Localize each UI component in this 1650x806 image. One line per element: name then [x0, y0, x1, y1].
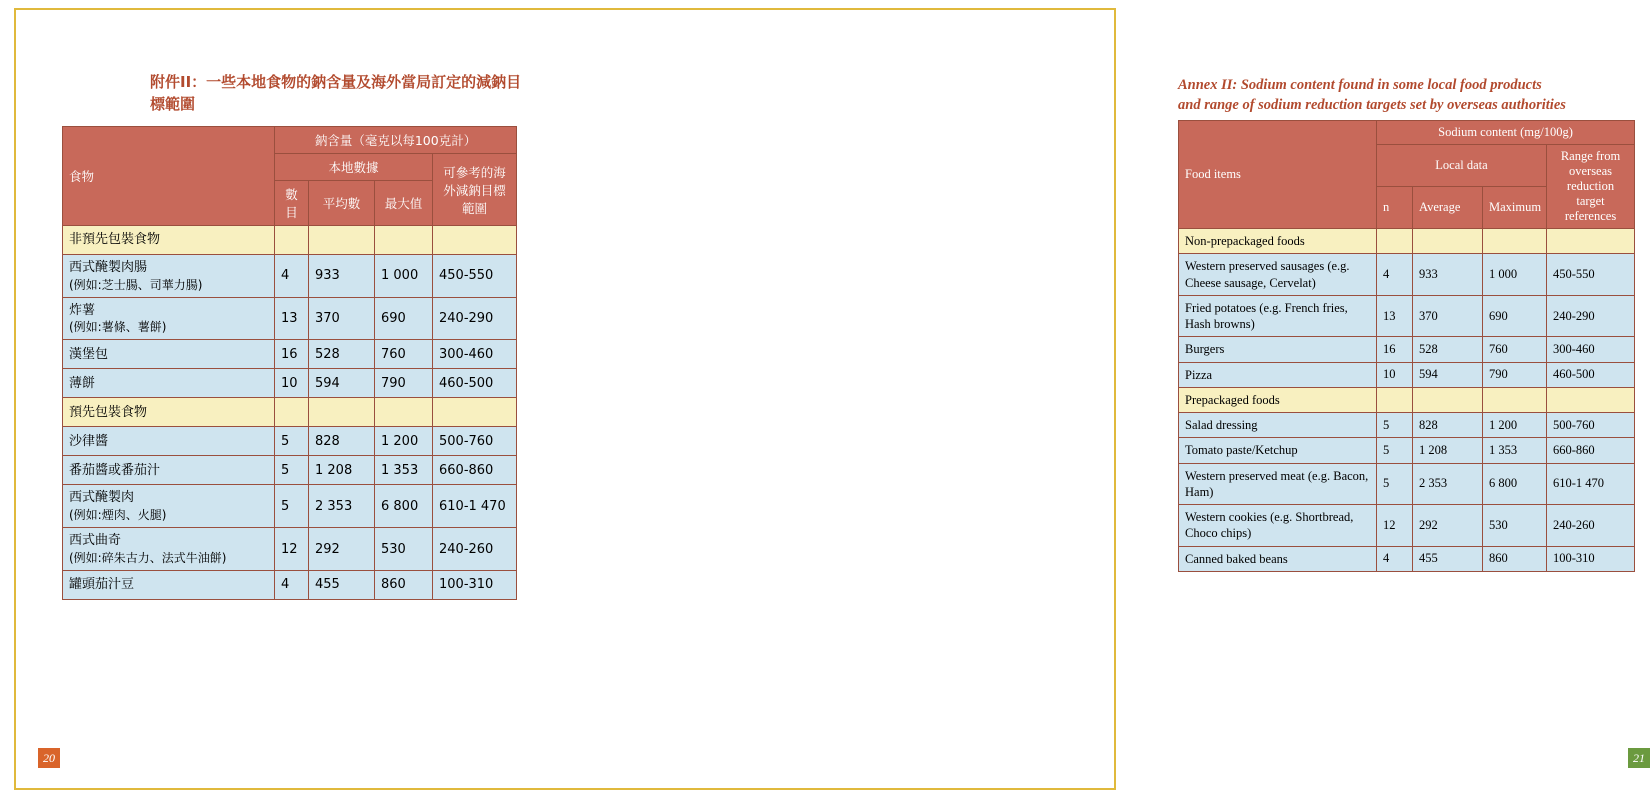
cell-range: 500-760 [433, 427, 517, 456]
food-name: 炸薯 [69, 302, 96, 318]
cell-n: 12 [1377, 505, 1413, 547]
cell-food: Burgers [1179, 337, 1377, 362]
header-overseas-range-en: Range from overseas reduction target references [1547, 145, 1635, 229]
cell-maximum: 1 200 [375, 427, 433, 456]
cell-food: Western cookies (e.g. Shortbread, Choco chips) [1179, 505, 1377, 547]
right-page [566, 0, 1645, 806]
cell-food: Tomato paste/Ketchup [1179, 438, 1377, 463]
food-examples: (例如:芝士腸、司華力腸) [69, 277, 203, 292]
header-average-zh: 平均數 [309, 181, 375, 226]
table-row [63, 255, 517, 298]
cell-n: 10 [275, 369, 309, 398]
food-name: 西式醃製肉 [69, 490, 135, 506]
table-row [63, 297, 517, 340]
cell-food: 沙律醬 [63, 427, 275, 456]
table-row [1179, 438, 1635, 463]
cell-average: 1 208 [1413, 438, 1483, 463]
cell-food [63, 528, 275, 571]
cell-range: 660-860 [433, 456, 517, 485]
header-food-en: Food items [1179, 121, 1377, 229]
cell-range: 660-860 [1547, 438, 1635, 463]
cell-range [433, 398, 517, 427]
page-number-right: 21 [1628, 748, 1650, 768]
cell-average: 528 [1413, 337, 1483, 362]
cell-food [63, 485, 275, 528]
food-examples: (例如:煙肉、火腿) [69, 508, 167, 523]
cell-range: 460-500 [1547, 362, 1635, 387]
cell-n [275, 226, 309, 255]
table-row [1179, 546, 1635, 571]
food-name: 西式醃製肉腸 [69, 260, 148, 275]
cell-food [63, 255, 275, 298]
cell-food: 番茄醬或番茄汁 [63, 456, 275, 485]
table-row [63, 226, 517, 255]
cell-n: 16 [275, 340, 309, 369]
header-local-data-en: Local data [1377, 145, 1547, 187]
cell-average: 933 [1413, 254, 1483, 296]
cell-average: 370 [309, 297, 375, 340]
cell-maximum: 690 [375, 297, 433, 340]
cell-food: Canned baked beans [1179, 546, 1377, 571]
cell-average: 594 [1413, 362, 1483, 387]
cell-maximum [1483, 229, 1547, 254]
table-row [63, 485, 517, 528]
cell-n [1377, 387, 1413, 412]
cell-maximum: 1 000 [1483, 254, 1547, 296]
cell-maximum: 1 353 [375, 456, 433, 485]
table-row [1179, 463, 1635, 505]
cell-food: 非預先包裝食物 [63, 226, 275, 255]
cell-average: 455 [309, 570, 375, 599]
header-sodium-content-zh: 鈉含量（毫克以每100克計） [275, 127, 517, 154]
food-name: 西式曲奇 [69, 533, 122, 549]
cell-range: 460-500 [433, 369, 517, 398]
cell-maximum: 790 [375, 369, 433, 398]
cell-maximum [375, 398, 433, 427]
cell-n: 4 [1377, 546, 1413, 571]
table-row [1179, 413, 1635, 438]
cell-n: 4 [275, 570, 309, 599]
cell-food: Western preserved meat (e.g. Bacon, Ham) [1179, 463, 1377, 505]
cell-n: 10 [1377, 362, 1413, 387]
cell-average: 370 [1413, 295, 1483, 337]
page-title-english-line1: Annex II: Sodium content found in some local food products [1178, 77, 1542, 93]
cell-average [1413, 229, 1483, 254]
cell-food: 薄餅 [63, 369, 275, 398]
cell-average: 1 208 [309, 456, 375, 485]
cell-average: 292 [309, 528, 375, 571]
cell-food: Non-prepackaged foods [1179, 229, 1377, 254]
cell-maximum: 530 [1483, 505, 1547, 547]
cell-food [63, 297, 275, 340]
food-examples: (例如:薯條、薯餅) [69, 320, 167, 335]
cell-range: 240-260 [433, 528, 517, 571]
cell-maximum: 6 800 [1483, 463, 1547, 505]
cell-n: 12 [275, 528, 309, 571]
cell-average: 528 [309, 340, 375, 369]
table-row [1179, 505, 1635, 547]
table-row [63, 340, 517, 369]
cell-n: 5 [275, 485, 309, 528]
cell-range: 450-550 [1547, 254, 1635, 296]
cell-maximum: 1 353 [1483, 438, 1547, 463]
cell-n [1377, 229, 1413, 254]
sodium-table-english [1178, 120, 1635, 572]
table-row [63, 398, 517, 427]
cell-range: 240-290 [433, 297, 517, 340]
cell-average [309, 226, 375, 255]
left-page [0, 0, 566, 806]
header-maximum-en: Maximum [1483, 187, 1547, 229]
cell-average: 455 [1413, 546, 1483, 571]
cell-range: 240-260 [1547, 505, 1635, 547]
cell-food: Salad dressing [1179, 413, 1377, 438]
cell-maximum: 1 000 [375, 255, 433, 298]
header-sodium-content-en: Sodium content (mg/100g) [1377, 121, 1635, 145]
page-number-left: 20 [38, 748, 60, 768]
cell-n: 13 [275, 297, 309, 340]
cell-maximum [1483, 387, 1547, 412]
cell-range: 100-310 [1547, 546, 1635, 571]
cell-maximum: 790 [1483, 362, 1547, 387]
cell-n: 5 [1377, 413, 1413, 438]
cell-maximum: 6 800 [375, 485, 433, 528]
cell-average: 933 [309, 255, 375, 298]
cell-maximum: 860 [375, 570, 433, 599]
cell-n: 5 [275, 427, 309, 456]
cell-food: Pizza [1179, 362, 1377, 387]
table-row [1179, 387, 1635, 412]
header-overseas-range-zh: 可參考的海外減鈉目標範圍 [433, 154, 517, 226]
cell-food: Fried potatoes (e.g. French fries, Hash browns) [1179, 295, 1377, 337]
header-local-data-zh: 本地數據 [275, 154, 433, 181]
cell-range: 100-310 [433, 570, 517, 599]
cell-maximum: 760 [1483, 337, 1547, 362]
cell-food: Western preserved sausages (e.g. Cheese sausage, Cervelat) [1179, 254, 1377, 296]
page-title-chinese: 附件II：一些本地食物的鈉含量及海外當局訂定的減鈉目標範圍 [150, 73, 522, 113]
table-row [1179, 295, 1635, 337]
page-title-english-line2: and range of sodium reduction targets set by overseas authorities [1178, 96, 1566, 113]
cell-n: 4 [1377, 254, 1413, 296]
cell-average: 828 [1413, 413, 1483, 438]
cell-range: 610-1 470 [433, 485, 517, 528]
cell-average [1413, 387, 1483, 412]
cell-average: 2 353 [309, 485, 375, 528]
header-maximum-zh: 最大值 [375, 181, 433, 226]
table-row [63, 528, 517, 571]
cell-average: 594 [309, 369, 375, 398]
cell-range: 450-550 [433, 255, 517, 298]
table-row [1179, 254, 1635, 296]
cell-n: 16 [1377, 337, 1413, 362]
cell-maximum: 860 [1483, 546, 1547, 571]
cell-range [1547, 387, 1635, 412]
cell-range: 300-460 [433, 340, 517, 369]
cell-n [275, 398, 309, 427]
cell-maximum: 760 [375, 340, 433, 369]
cell-n: 5 [1377, 438, 1413, 463]
sodium-table-chinese [62, 126, 517, 600]
cell-range: 500-760 [1547, 413, 1635, 438]
header-food-zh: 食物 [63, 127, 275, 226]
cell-range: 240-290 [1547, 295, 1635, 337]
cell-n: 4 [275, 255, 309, 298]
cell-maximum [375, 226, 433, 255]
cell-range: 300-460 [1547, 337, 1635, 362]
table-row [1179, 229, 1635, 254]
cell-food: 預先包裝食物 [63, 398, 275, 427]
cell-range [1547, 229, 1635, 254]
table-row [63, 570, 517, 599]
table-row [1179, 362, 1635, 387]
cell-average [309, 398, 375, 427]
header-n-en: n [1377, 187, 1413, 229]
cell-n: 5 [275, 456, 309, 485]
cell-food: 漢堡包 [63, 340, 275, 369]
cell-n: 5 [1377, 463, 1413, 505]
food-examples: (例如:碎朱古力、法式牛油餅) [69, 550, 227, 565]
page-title-english [1178, 76, 1598, 115]
header-n-zh: 數目 [275, 181, 309, 226]
header-average-en: Average [1413, 187, 1483, 229]
cell-maximum: 1 200 [1483, 413, 1547, 438]
cell-n: 13 [1377, 295, 1413, 337]
cell-maximum: 690 [1483, 295, 1547, 337]
cell-average: 2 353 [1413, 463, 1483, 505]
cell-maximum: 530 [375, 528, 433, 571]
cell-average: 828 [309, 427, 375, 456]
cell-average: 292 [1413, 505, 1483, 547]
table-row [1179, 337, 1635, 362]
cell-food: 罐頭茄汁豆 [63, 570, 275, 599]
cell-food: Prepackaged foods [1179, 387, 1377, 412]
table-row [63, 427, 517, 456]
table-row [63, 456, 517, 485]
cell-range [433, 226, 517, 255]
table-row [63, 369, 517, 398]
cell-range: 610-1 470 [1547, 463, 1635, 505]
